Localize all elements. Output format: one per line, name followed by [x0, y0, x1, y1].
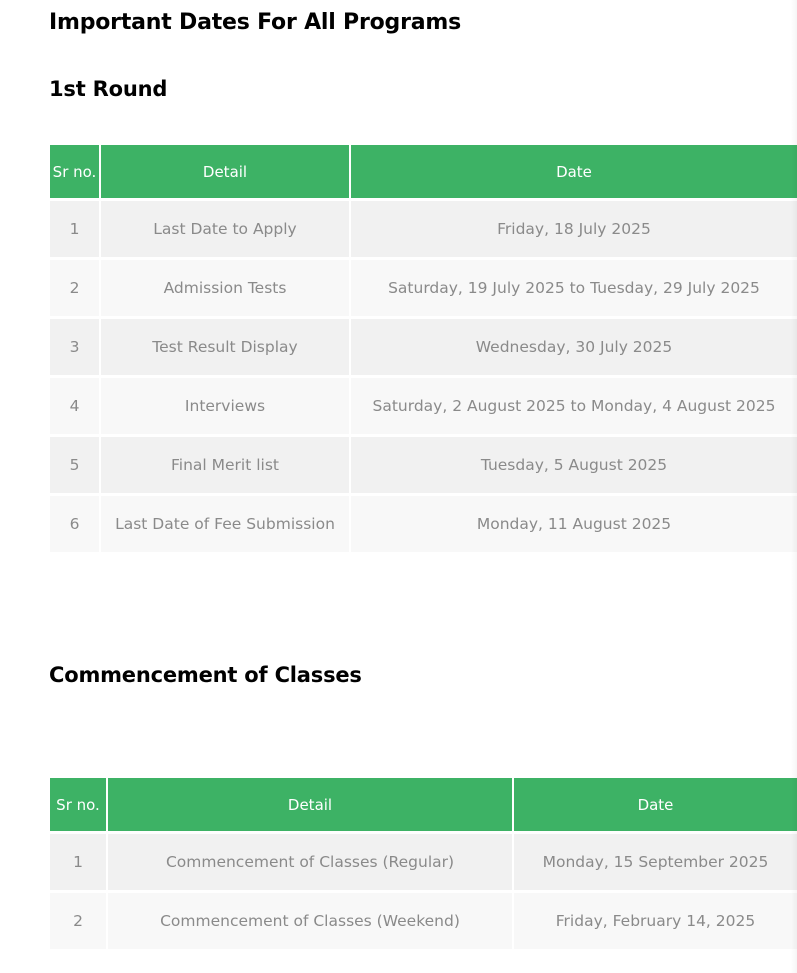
cell-detail: Last Date of Fee Submission: [100, 495, 350, 553]
cell-sr-no: 1: [50, 200, 100, 259]
cell-date: Friday, 18 July 2025: [350, 200, 797, 259]
cell-sr-no: 6: [50, 495, 100, 553]
section-heading-commencement: Commencement of Classes: [49, 663, 362, 687]
commencement-of-classes-table: [50, 778, 797, 949]
cell-detail: Admission Tests: [100, 259, 350, 318]
cell-date: Wednesday, 30 July 2025: [350, 318, 797, 377]
column-header-sr-no: Sr no.: [50, 145, 100, 200]
table-row: [50, 436, 797, 495]
cell-date: Saturday, 2 August 2025 to Monday, 4 August 2025: [350, 377, 797, 436]
cell-sr-no: 2: [50, 892, 107, 950]
section-heading-1st-round: 1st Round: [49, 77, 168, 101]
page-title: Important Dates For All Programs: [49, 10, 461, 35]
table-row: [50, 377, 797, 436]
cell-sr-no: 4: [50, 377, 100, 436]
column-header-detail: Detail: [100, 145, 350, 200]
first-round-dates-table: [50, 145, 797, 552]
cell-date: Tuesday, 5 August 2025: [350, 436, 797, 495]
page-edge-shadow: [791, 0, 797, 973]
table-row: [50, 495, 797, 553]
cell-detail: Commencement of Classes (Weekend): [107, 892, 513, 950]
cell-date: Saturday, 19 July 2025 to Tuesday, 29 July 2025: [350, 259, 797, 318]
cell-date: Friday, February 14, 2025: [513, 892, 797, 950]
cell-detail: Interviews: [100, 377, 350, 436]
cell-date: Monday, 15 September 2025: [513, 833, 797, 892]
table-row: [50, 892, 797, 950]
column-header-date: Date: [513, 778, 797, 833]
table-row: [50, 200, 797, 259]
cell-detail: Last Date to Apply: [100, 200, 350, 259]
table-header-row: [50, 778, 797, 833]
cell-sr-no: 2: [50, 259, 100, 318]
column-header-detail: Detail: [107, 778, 513, 833]
table-row: [50, 318, 797, 377]
table-header-row: [50, 145, 797, 200]
cell-sr-no: 3: [50, 318, 100, 377]
column-header-sr-no: Sr no.: [50, 778, 107, 833]
cell-detail: Final Merit list: [100, 436, 350, 495]
cell-sr-no: 5: [50, 436, 100, 495]
cell-date: Monday, 11 August 2025: [350, 495, 797, 553]
table-row: [50, 833, 797, 892]
column-header-date: Date: [350, 145, 797, 200]
cell-detail: Commencement of Classes (Regular): [107, 833, 513, 892]
cell-sr-no: 1: [50, 833, 107, 892]
table-row: [50, 259, 797, 318]
cell-detail: Test Result Display: [100, 318, 350, 377]
